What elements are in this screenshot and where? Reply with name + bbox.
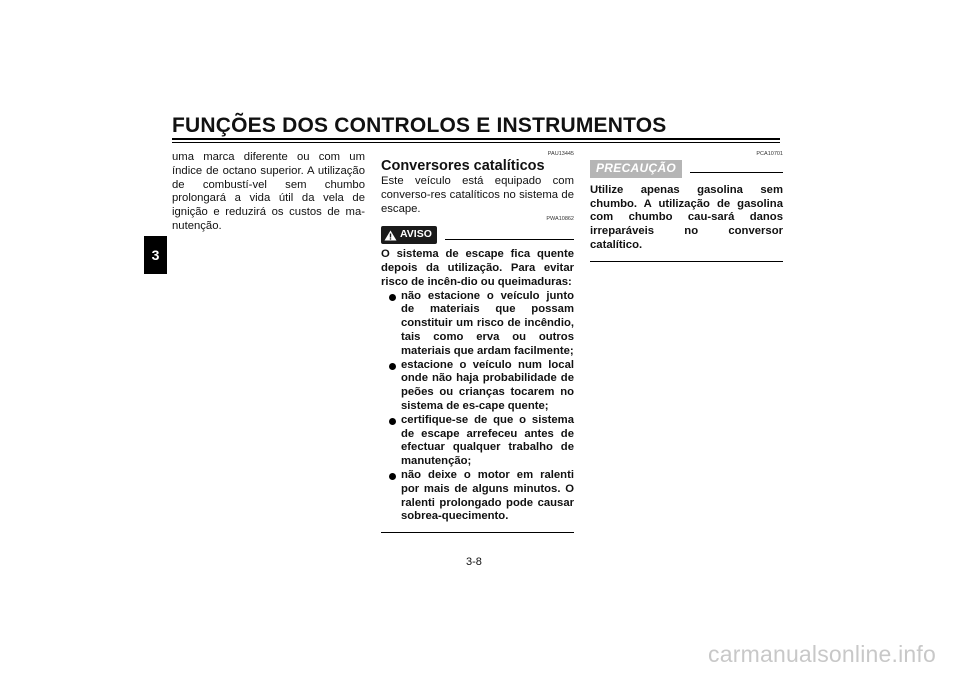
warning-end-rule	[381, 532, 574, 533]
page-number: 3-8	[466, 556, 482, 568]
bullet-dot-icon	[389, 294, 396, 301]
warning-list	[381, 290, 574, 525]
bullet-dot-icon	[389, 363, 396, 370]
precaucao-badge: PRECAUÇÃO	[590, 160, 682, 178]
caution-end-rule	[590, 261, 783, 262]
bullet-dot-icon	[389, 418, 396, 425]
list-item: certifique-se de que o sistema de escape arrefeceu antes de efectuar qualquer trabalho de manutenção;	[381, 414, 574, 469]
warning-triangle-icon	[384, 230, 397, 241]
column-3	[590, 151, 783, 262]
warning-header	[381, 226, 574, 244]
caution-header	[590, 160, 783, 178]
section-intro: Este veículo está equipado com converso-res catalíticos no sistema de escape.	[381, 175, 574, 215]
warning-lead: O sistema de escape fica quente depois da utilização. Para evitar risco de incên-dio ou queimaduras:	[381, 248, 574, 288]
column-2	[381, 151, 574, 533]
caution-header-rule	[690, 172, 783, 173]
header-rule-thin	[172, 142, 780, 143]
list-item: não deixe o motor em ralenti por mais de alguns minutos. O ralenti prolongado pode causar sobrea-quecimento.	[381, 469, 574, 524]
warning-code: PWA10862	[546, 216, 574, 223]
caution-text: Utilize apenas gasolina sem chumbo. A utilização de gasolina com chumbo cau-sará danos irreparáveis no conversor catalítico.	[590, 183, 783, 251]
list-item: não estacione o veículo junto de materiais que possam constituir um risco de incêndio, tais como erva ou outros materiais que ardam facilmente;	[381, 290, 574, 359]
warning-header-rule	[445, 239, 574, 240]
header-rule	[172, 138, 780, 140]
aviso-badge	[381, 226, 437, 244]
section-code: PAU13445	[547, 151, 574, 157]
column-1	[172, 151, 365, 234]
page-header-title: FUNÇÕES DOS CONTROLOS E INSTRUMENTOS	[172, 114, 667, 137]
bullet-dot-icon	[389, 473, 396, 480]
list-item: estacione o veículo num local onde não haja probabilidade de peões ou crianças tocarem no sistema de es-cape quente;	[381, 359, 574, 414]
chapter-tab: 3	[144, 236, 167, 274]
continued-paragraph: uma marca diferente ou com um índice de octano superior. A utilização de combustí-vel sem chumbo prolongará a vida útil da vela de ignição e reduzirá os custos de ma-nutenção.	[172, 151, 365, 232]
warning-body	[381, 248, 574, 524]
watermark: carmanualsonline.info	[708, 641, 936, 667]
section-title: Conversores catalíticos	[381, 158, 545, 174]
aviso-label: AVISO	[400, 228, 432, 241]
caution-code: PCA10701	[756, 151, 783, 157]
